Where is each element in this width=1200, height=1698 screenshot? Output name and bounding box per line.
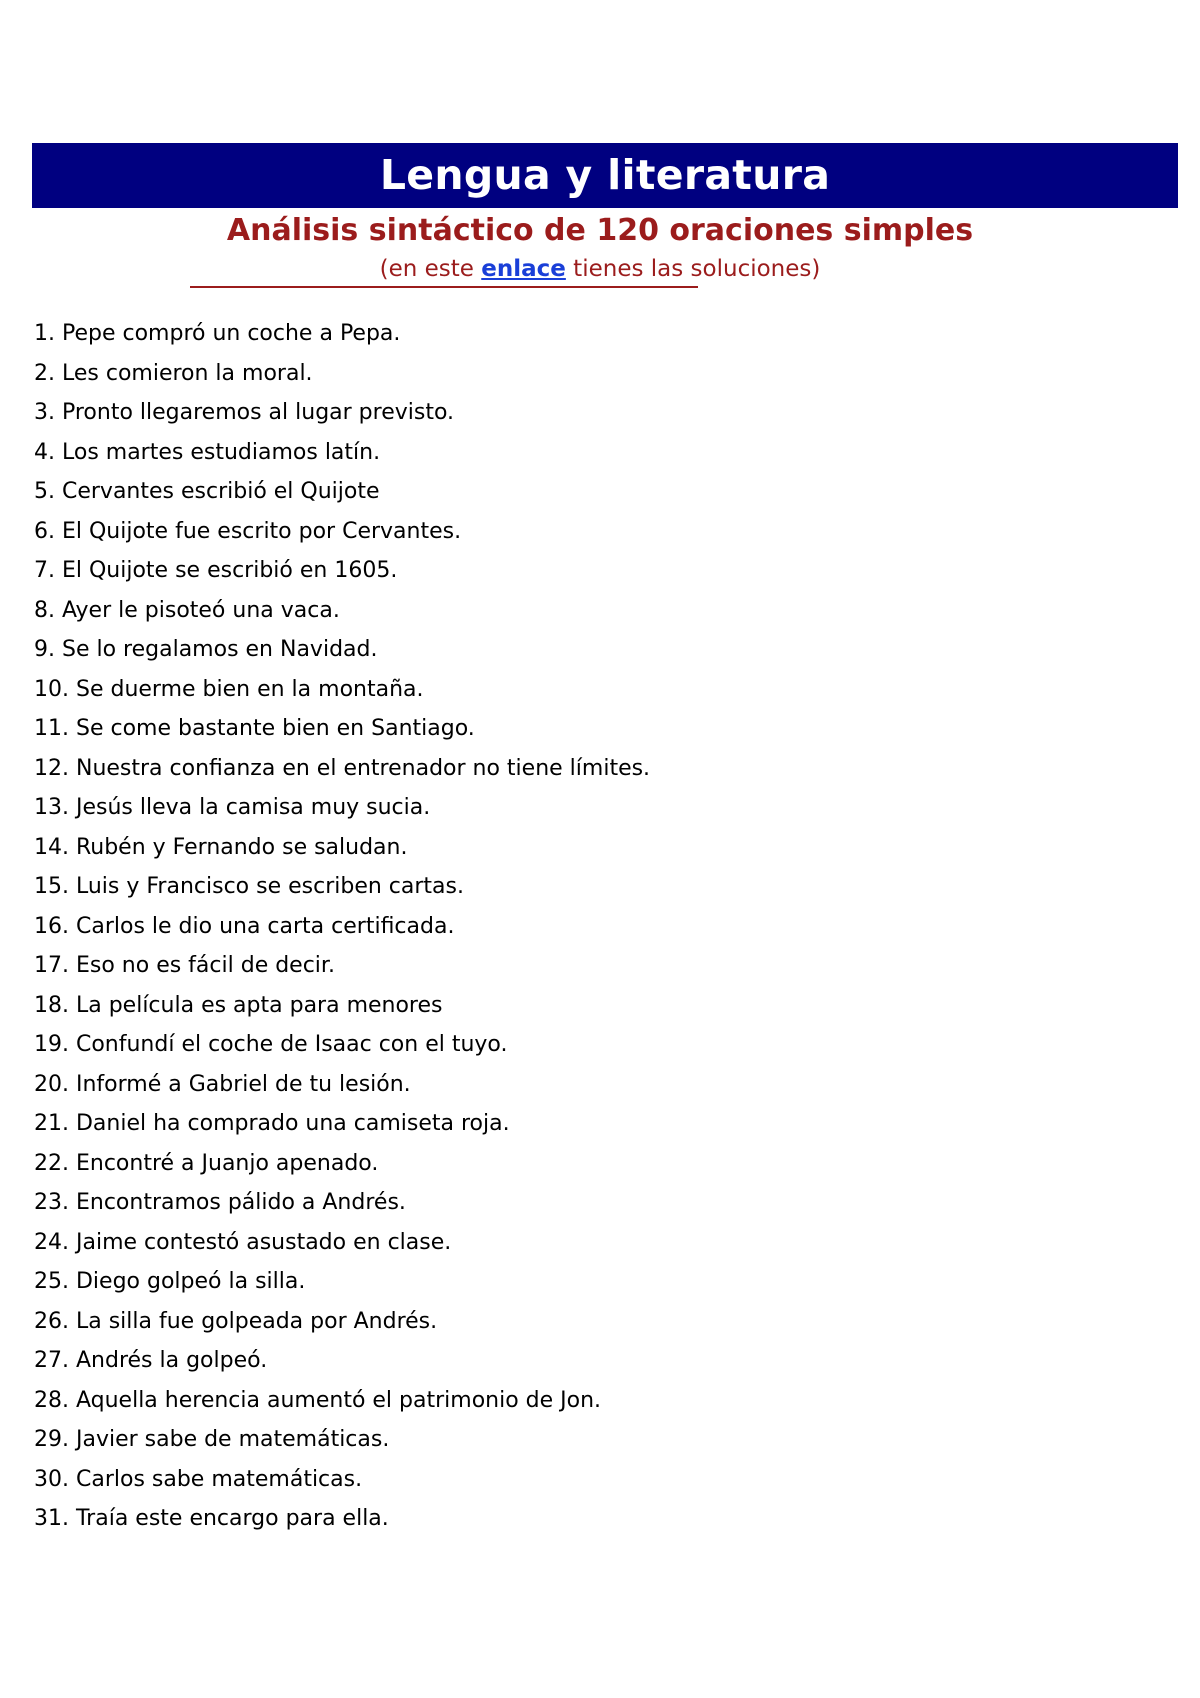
- sentence-item: 9. Se lo regalamos en Navidad.: [34, 637, 378, 662]
- sentence-item: 7. El Quijote se escribió en 1605.: [34, 558, 398, 583]
- sentence-item: 26. La silla fue golpeada por Andrés.: [34, 1308, 438, 1334]
- page-title: Lengua y literatura: [379, 151, 831, 199]
- sentence-item: 12. Nuestra confianza en el entrenador no tiene límites.: [34, 755, 651, 781]
- sentence-item: 29. Javier sabe de matemáticas.: [34, 1427, 390, 1452]
- solutions-note: [0, 254, 1200, 284]
- sentence-item: 4. Los martes estudiamos latín.: [34, 439, 381, 465]
- sentence-item: 8. Ayer le pisoteó una vaca.: [34, 597, 340, 623]
- solutions-note-prefix: (en este: [379, 256, 482, 282]
- sentence-item: 15. Luis y Francisco se escriben cartas.: [34, 874, 464, 899]
- sentence-item: 13. Jesús lleva la camisa muy sucia.: [34, 795, 431, 820]
- sentence-item: 6. El Quijote fue escrito por Cervantes.: [34, 518, 462, 544]
- sentence-item: 3. Pronto llegaremos al lugar previsto.: [34, 400, 455, 425]
- sentence-item: 20. Informé a Gabriel de tu lesión.: [34, 1071, 411, 1097]
- sentence-item: 18. La película es apta para menores: [34, 992, 443, 1018]
- sentence-item: 22. Encontré a Juanjo apenado.: [34, 1150, 379, 1176]
- sentence-item: 25. Diego golpeó la silla.: [34, 1269, 306, 1294]
- page-subtitle: Análisis sintáctico de 120 oraciones simples: [226, 213, 974, 248]
- subtitle-underline: [190, 286, 698, 288]
- solutions-link[interactable]: enlace: [481, 256, 566, 282]
- sentence-item: 5. Cervantes escribió el Quijote: [34, 479, 380, 504]
- sentence-item: 19. Confundí el coche de Isaac con el tuyo.: [34, 1032, 508, 1057]
- sentence-item: 14. Rubén y Fernando se saludan.: [34, 834, 408, 860]
- sentence-item: 31. Traía este encargo para ella.: [34, 1506, 389, 1531]
- sentence-item: 24. Jaime contestó asustado en clase.: [34, 1229, 452, 1255]
- sentence-item: 23. Encontramos pálido a Andrés.: [34, 1190, 406, 1215]
- sentence-item: 28. Aquella herencia aumentó el patrimonio de Jon.: [34, 1387, 602, 1413]
- sentence-item: 21. Daniel ha comprado una camiseta roja.: [34, 1111, 510, 1136]
- sentence-item: 2. Les comieron la moral.: [34, 360, 313, 386]
- sentence-item: 10. Se duerme bien en la montaña.: [34, 676, 424, 702]
- sentence-list: [34, 314, 650, 1539]
- sentence-item: 17. Eso no es fácil de decir.: [34, 953, 335, 978]
- sentence-item: 1. Pepe compró un coche a Pepa.: [34, 321, 401, 346]
- sentence-item: 30. Carlos sabe matemáticas.: [34, 1466, 363, 1492]
- solutions-note-suffix: tienes las soluciones): [565, 256, 821, 282]
- sentence-item: 27. Andrés la golpeó.: [34, 1348, 268, 1373]
- sentence-item: 11. Se come bastante bien en Santiago.: [34, 716, 475, 741]
- sentence-item: 16. Carlos le dio una carta certificada.: [34, 913, 455, 939]
- title-banner: [32, 143, 1178, 208]
